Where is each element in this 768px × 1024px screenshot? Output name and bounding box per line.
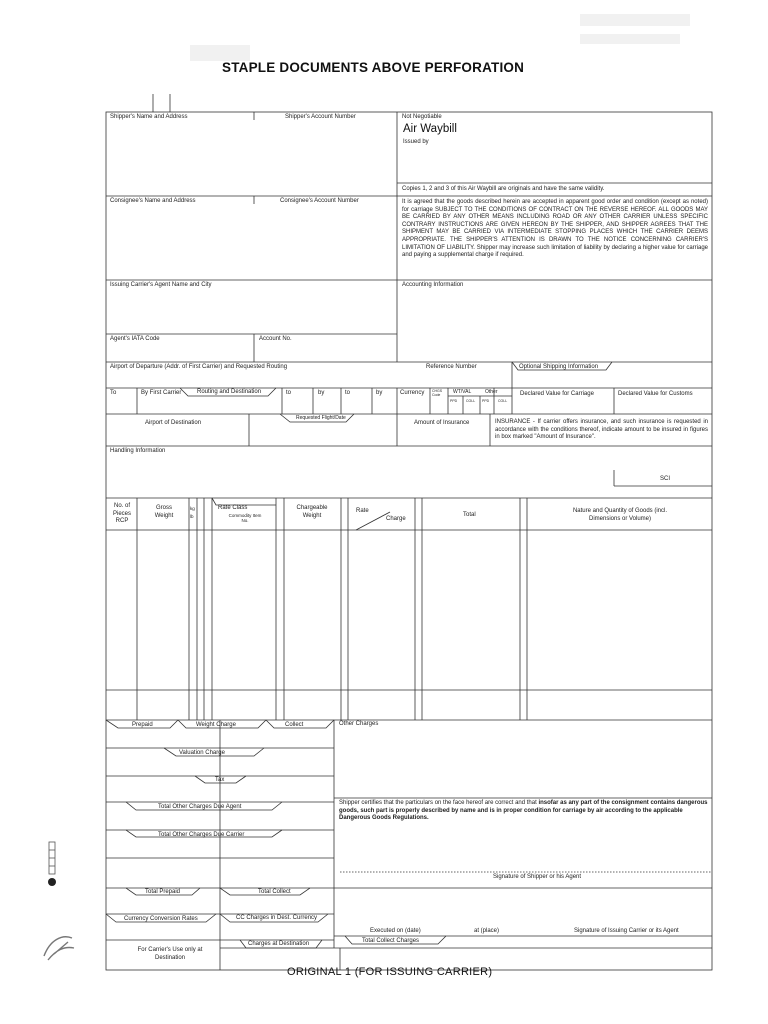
coll-label: COLL [466,399,476,403]
carrier-signature-label: Signature of Issuing Carrier or its Agent [574,928,679,934]
account-no-label: Account No. [259,336,292,342]
routing-destination-label: Routing and Destination [197,389,262,395]
pieces-header: No. of Pieces RCP [112,503,131,525]
to-label: To [110,390,117,396]
shipper-signature-label: Signature of Shipper or his Agent [493,874,582,880]
total-collect-charges-label: Total Collect Charges [362,938,420,944]
amount-insurance-label: Amount of Insurance [414,420,470,426]
carrier-use-label: For Carrier's Use only at Destination [137,947,203,961]
shipper-account-label: Shipper's Account Number [285,114,356,120]
shipper-certification-text [339,800,709,823]
charges-destination-label: Charges at Destination [248,941,310,947]
page-title: STAPLE DOCUMENTS ABOVE PERFORATION [222,60,525,75]
departure-airport-label: Airport of Departure (Addr. of First Carrier) and Requested Routing [110,364,288,370]
copies-note: Copies 1, 2 and 3 of this Air Waybill are originals and have the same validity. [402,186,605,192]
chgs-code-label: CHGS Code [432,389,443,397]
executed-on-label: Executed on (date) [370,928,421,934]
not-negotiable-label: Not Negotiable [402,114,442,120]
reference-number-label: Reference Number [426,364,477,370]
to-label-2: to [286,390,292,396]
at-place-label: at (place) [474,928,500,934]
consignee-account-label: Consignee's Account Number [280,198,359,204]
insurance-text: INSURANCE - If carrier offers insurance, and such insurance is requested in accordance with the conditions thereof, indicate amount to be insured in figures in box marked "Amount of Insurance". [495,419,708,441]
declared-customs-label: Declared Value for Customs [618,391,693,397]
air-waybill-title: Air Waybill [403,123,457,135]
sci-label: SCI [660,476,671,482]
chargeable-weight-header: Chargeable Weight [296,505,328,519]
agent-iata-label: Agent's IATA Code [110,336,160,342]
consignee-name-label: Consignee's Name and Address [110,198,196,204]
to-label-3: to [345,390,351,396]
by-label-3: by [376,390,383,396]
ppd-label: PPD [450,399,458,403]
prepaid-label: Prepaid [132,722,153,728]
due-carrier-label: Total Other Charges Due Carrier [158,832,245,838]
currency-rates-label: Currency Conversion Rates [124,916,198,922]
carrier-logo-icon [44,838,60,886]
rate-header: Rate [356,508,369,514]
currency-label: Currency [400,390,425,396]
other-label: Other [485,389,498,395]
certification-bold: insofar as any part of the consignment contains dangerous goods, such part is properly described by name and is in proper condition for carriage by air according to the applicable Dangerous Goods Regulations. [339,800,708,822]
total-collect-label: Total Collect [258,889,291,895]
valuation-charge-label: Valuation Charge [179,750,225,756]
original-copy-footer: ORIGINAL 1 (FOR ISSUING CARRIER) [287,966,493,978]
issued-by-label: Issued by [403,139,429,145]
total-header: Total [463,512,476,518]
cc-charges-label: CC Charges in Dest. Currency [236,915,318,921]
first-carrier-label: By First Carrier [141,390,182,396]
by-label-2: by [318,390,325,396]
optional-shipping-label: Optional Shipping Information [519,364,599,370]
nature-goods-header: Nature and Quantity of Goods (incl. Dimensions or Volume) [572,508,668,522]
rate-class-header: Rate Class [218,505,248,511]
requested-flight-label: Requested Flight/Date [296,415,346,421]
kg-lb-header: kg lb [190,506,195,519]
coll-label-2: COLL [498,399,508,403]
gross-weight-header: Gross Weight [154,505,174,519]
contract-conditions-text: It is agreed that the goods described herein are accepted in apparent good order and condition (except as noted) for carriage SUBJECT TO THE CONDITIONS OF CONTRACT ON THE REVERSE HEREOF. ALL GOODS MAY BE CARRIED BY ANY OTHER MEANS INCLUDING ROAD OR ANY OTHER CARRIER UNLESS SPECIFIC CONTRARY INSTRUCTIONS ARE GIVEN HEREON BY THE SHIPPER, AND SHIPPER AGREES THAT THE SHIPMENT MAY BE CARRIED VIA INTERMEDIATE STOPPING PLACES WHICH THE CARRIER DEEMS APPROPRIATE. THE SHIPPER'S ATTENTION IS DRAWN TO THE NOTICE CONCERNING CARRIER'S LIMITATION OF LIABILITY. Shipper may increase such limitation of liability by declaring a higher value for carriage and paying a supplemental charge if required. [402,199,708,259]
declared-carriage-label: Declared Value for Carriage [520,391,594,397]
ppd-label-2: PPD [482,399,490,403]
wtval-label: WT/VAL [453,389,472,395]
other-charges-label: Other Charges [339,721,379,727]
accounting-info-label: Accounting Information [402,282,464,288]
shipper-name-label: Shipper's Name and Address [110,114,188,120]
weight-charge-label: Weight Charge [196,722,236,728]
due-agent-label: Total Other Charges Due Agent [158,804,242,810]
airport-destination-label: Airport of Destination [145,420,202,426]
commodity-header: Commodity Item No. [228,513,262,523]
collect-label: Collect [285,722,304,728]
stamp-mark-icon [40,930,78,964]
charge-header: Charge [386,516,406,522]
agent-name-city-label: Issuing Carrier's Agent Name and City [110,282,212,288]
total-prepaid-label: Total Prepaid [145,889,181,895]
tax-label: Tax [215,777,225,783]
handling-info-label: Handling Information [110,448,166,454]
certification-plain: Shipper certifies that the particulars on the face hereof are correct and that [339,800,539,806]
